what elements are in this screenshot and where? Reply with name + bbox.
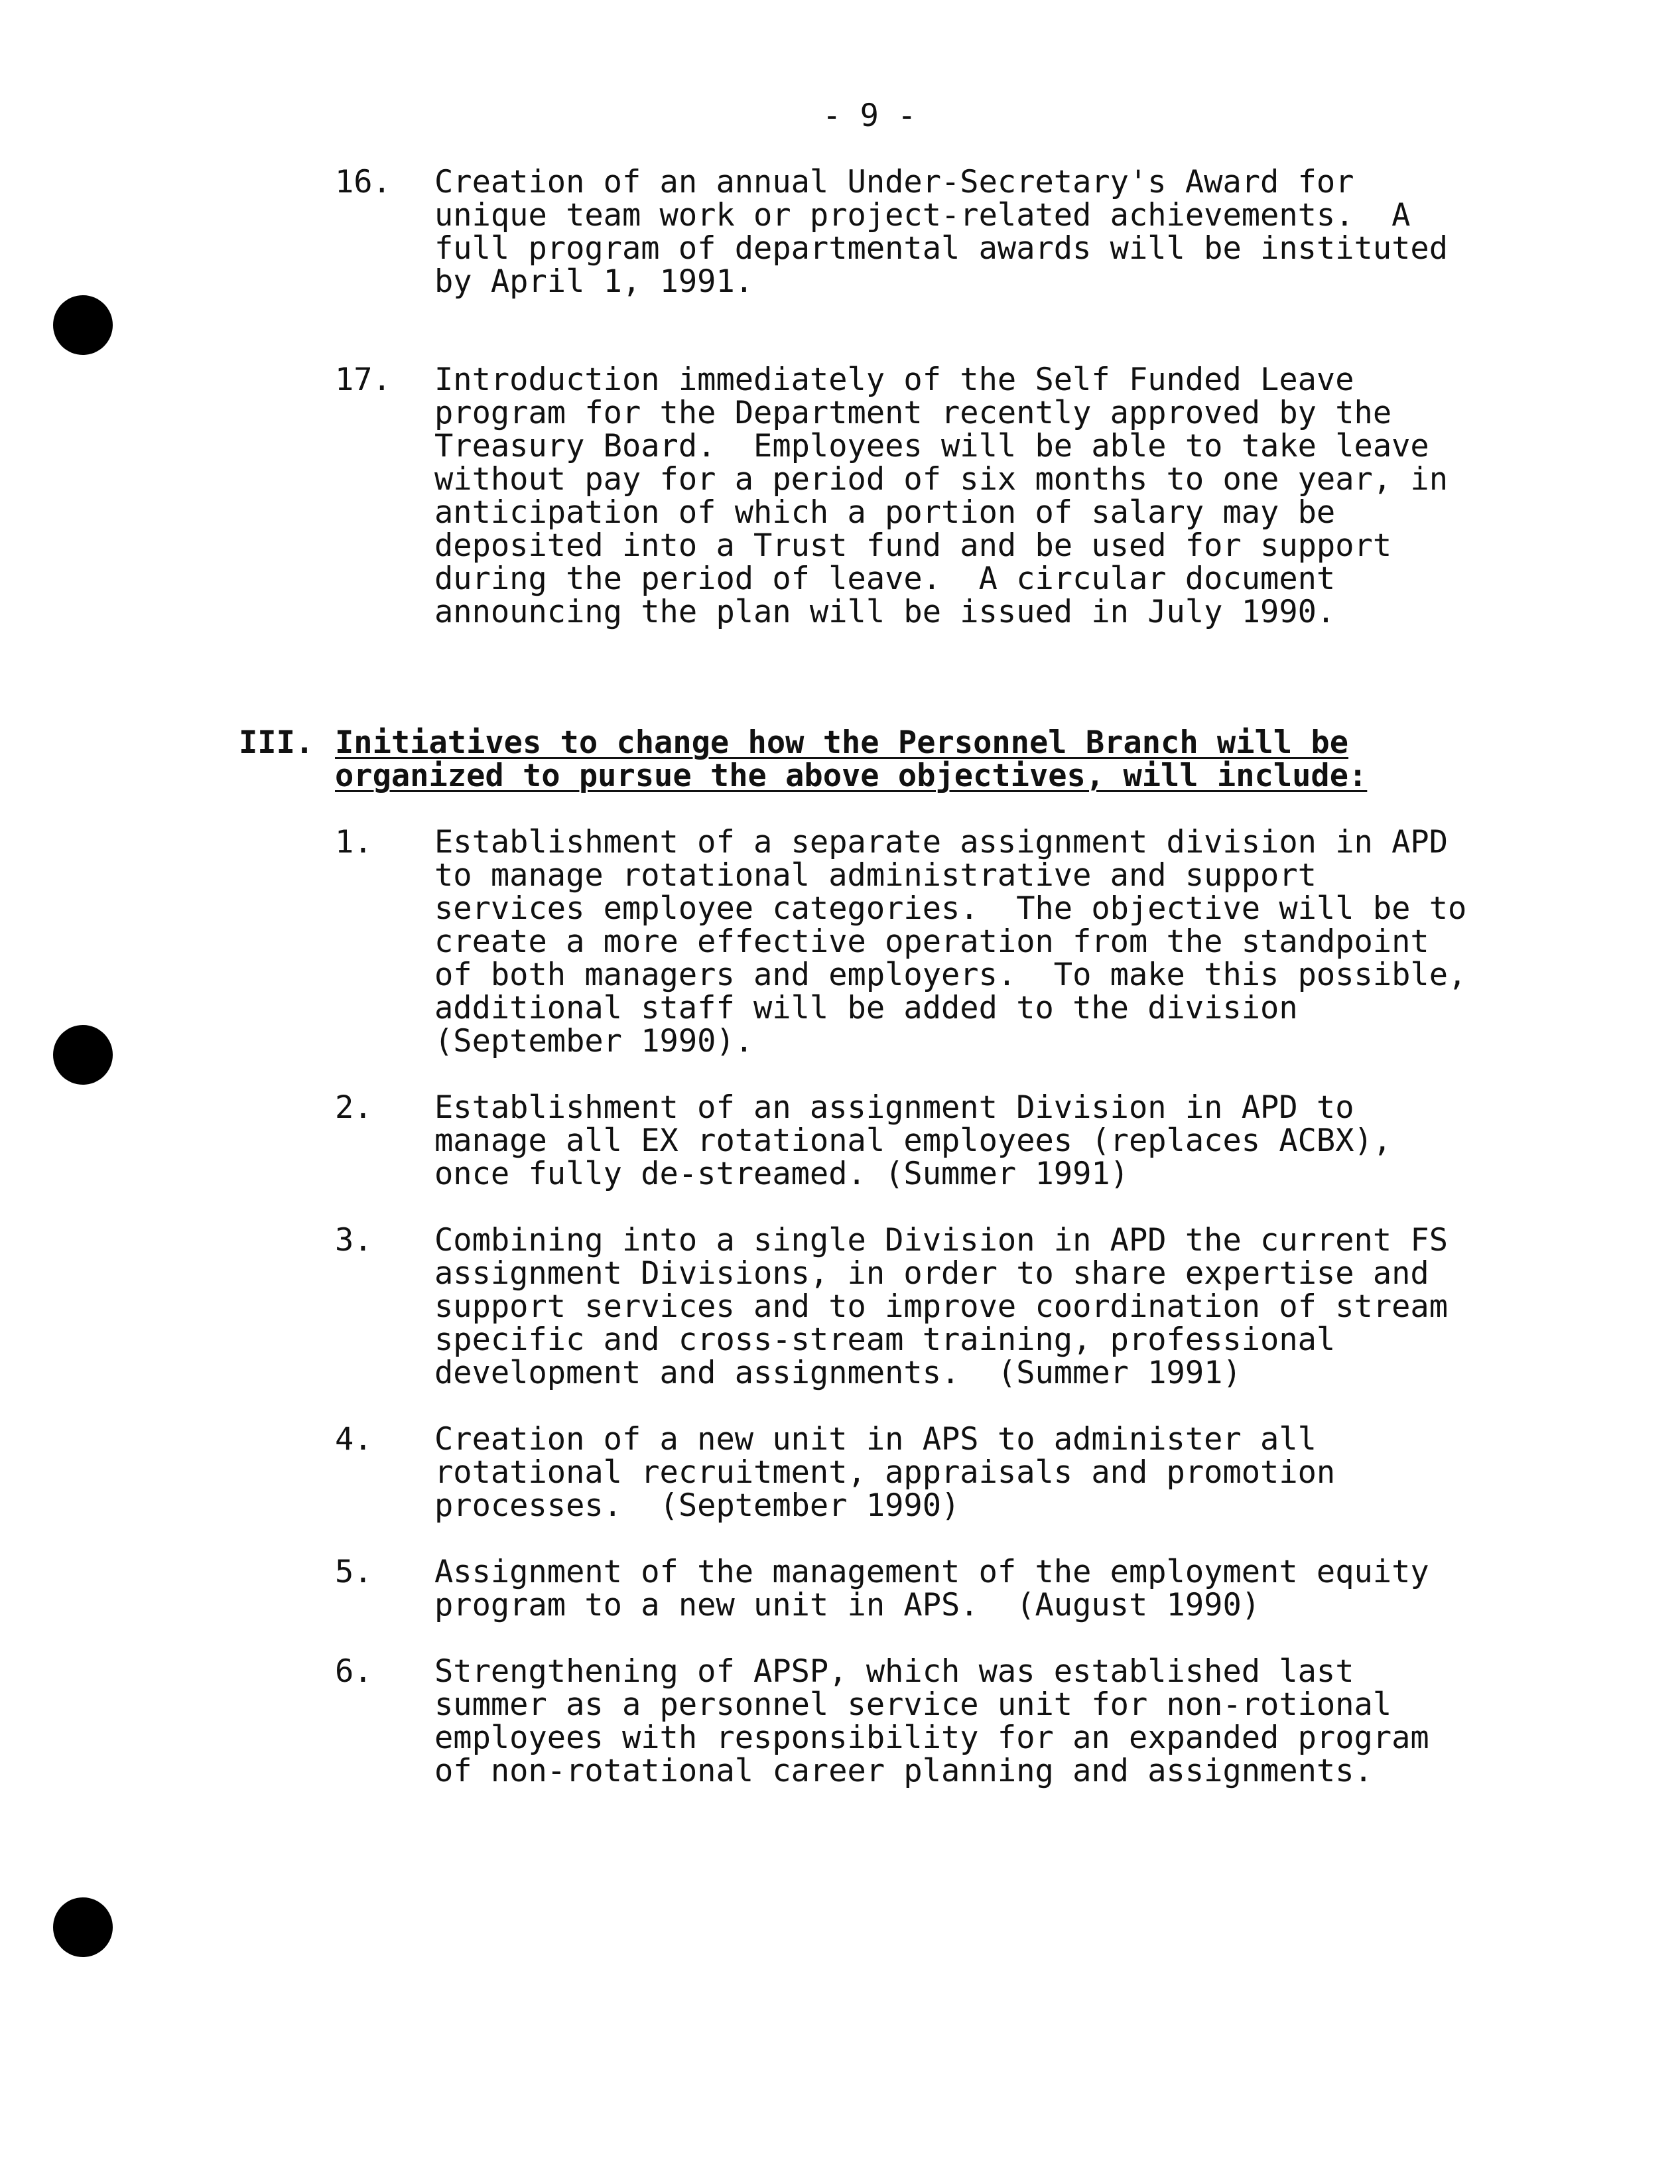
text-line: (September 1990).	[434, 1023, 754, 1059]
text-line: anticipation of which a portion of salary may be	[434, 494, 1336, 531]
item-number: 4.	[335, 1421, 373, 1458]
item-number: 17.	[335, 362, 391, 398]
item-number: 3.	[335, 1222, 373, 1259]
item-number: 16.	[335, 164, 391, 200]
heading-line: Initiatives to change how the Personnel Branch will be	[335, 724, 1349, 761]
text-line: full program of departmental awards will be instituted	[434, 230, 1449, 267]
text-line: program for the Department recently approved by the	[434, 395, 1392, 431]
text-line: announcing the plan will be issued in July 1990.	[434, 594, 1336, 630]
punch-hole	[53, 1025, 113, 1085]
text-line: during the period of leave. A circular document	[434, 561, 1336, 597]
text-line: to manage rotational administrative and support	[434, 857, 1317, 894]
text-line: support services and to improve coordination of stream	[434, 1288, 1449, 1325]
item-text	[434, 1091, 1582, 1191]
text-line: program to a new unit in APS. (August 1990)	[434, 1587, 1261, 1623]
item-text	[434, 1655, 1582, 1788]
item-number: 2.	[335, 1089, 373, 1126]
page-number: - 9 -	[822, 98, 917, 134]
text-line: of non-rotational career planning and assignments.	[434, 1753, 1373, 1789]
item-text	[434, 166, 1582, 299]
item-text	[434, 1423, 1582, 1523]
text-line: development and assignments. (Summer 1991)	[434, 1355, 1242, 1391]
text-line: summer as a personnel service unit for non-rotional	[434, 1686, 1392, 1723]
punch-hole	[53, 295, 113, 355]
text-line: Combining into a single Division in APD the current FS	[434, 1222, 1449, 1259]
text-line: of both managers and employers. To make this possible,	[434, 957, 1467, 993]
text-line: Establishment of an assignment Division in APD to	[434, 1089, 1354, 1126]
item-text	[434, 1224, 1582, 1390]
text-line: Strengthening of APSP, which was established last	[434, 1653, 1354, 1690]
text-line: employees with responsibility for an expanded program	[434, 1720, 1429, 1756]
heading-line: organized to pursue the above objectives, will include:	[335, 758, 1368, 794]
text-line: additional staff will be added to the division	[434, 990, 1298, 1026]
section-numeral: III.	[239, 724, 314, 761]
text-line: processes. (September 1990)	[434, 1487, 960, 1524]
text-line: specific and cross-stream training, professional	[434, 1322, 1336, 1358]
item-text	[434, 1556, 1582, 1622]
item-number: 6.	[335, 1653, 373, 1690]
text-line: Introduction immediately of the Self Funded Leave	[434, 362, 1354, 398]
text-line: unique team work or project-related achievements. A	[434, 197, 1411, 234]
text-line: without pay for a period of six months to one year, in	[434, 461, 1449, 498]
text-line: Creation of an annual Under-Secretary's Award for	[434, 164, 1354, 200]
item-text	[434, 364, 1582, 629]
item-text	[434, 826, 1582, 1058]
text-line: Creation of a new unit in APS to administer all	[434, 1421, 1317, 1458]
text-line: services employee categories. The objective will be to	[434, 890, 1467, 927]
punch-hole	[53, 1897, 113, 1957]
text-line: rotational recruitment, appraisals and promotion	[434, 1454, 1336, 1491]
text-line: by April 1, 1991.	[434, 263, 754, 300]
text-line: Treasury Board. Employees will be able to take leave	[434, 428, 1429, 464]
text-line: manage all EX rotational employees (replaces ACBX),	[434, 1123, 1392, 1159]
text-line: assignment Divisions, in order to share expertise and	[434, 1255, 1429, 1292]
text-line: Establishment of a separate assignment division in APD	[434, 824, 1449, 860]
text-line: once fully de-streamed. (Summer 1991)	[434, 1156, 1129, 1192]
item-number: 5.	[335, 1554, 373, 1590]
text-line: Assignment of the management of the employment equity	[434, 1554, 1429, 1590]
text-line: create a more effective operation from the standpoint	[434, 923, 1429, 960]
item-number: 1.	[335, 824, 373, 860]
text-line: deposited into a Trust fund and be used for support	[434, 527, 1392, 564]
section-title	[335, 726, 1367, 793]
